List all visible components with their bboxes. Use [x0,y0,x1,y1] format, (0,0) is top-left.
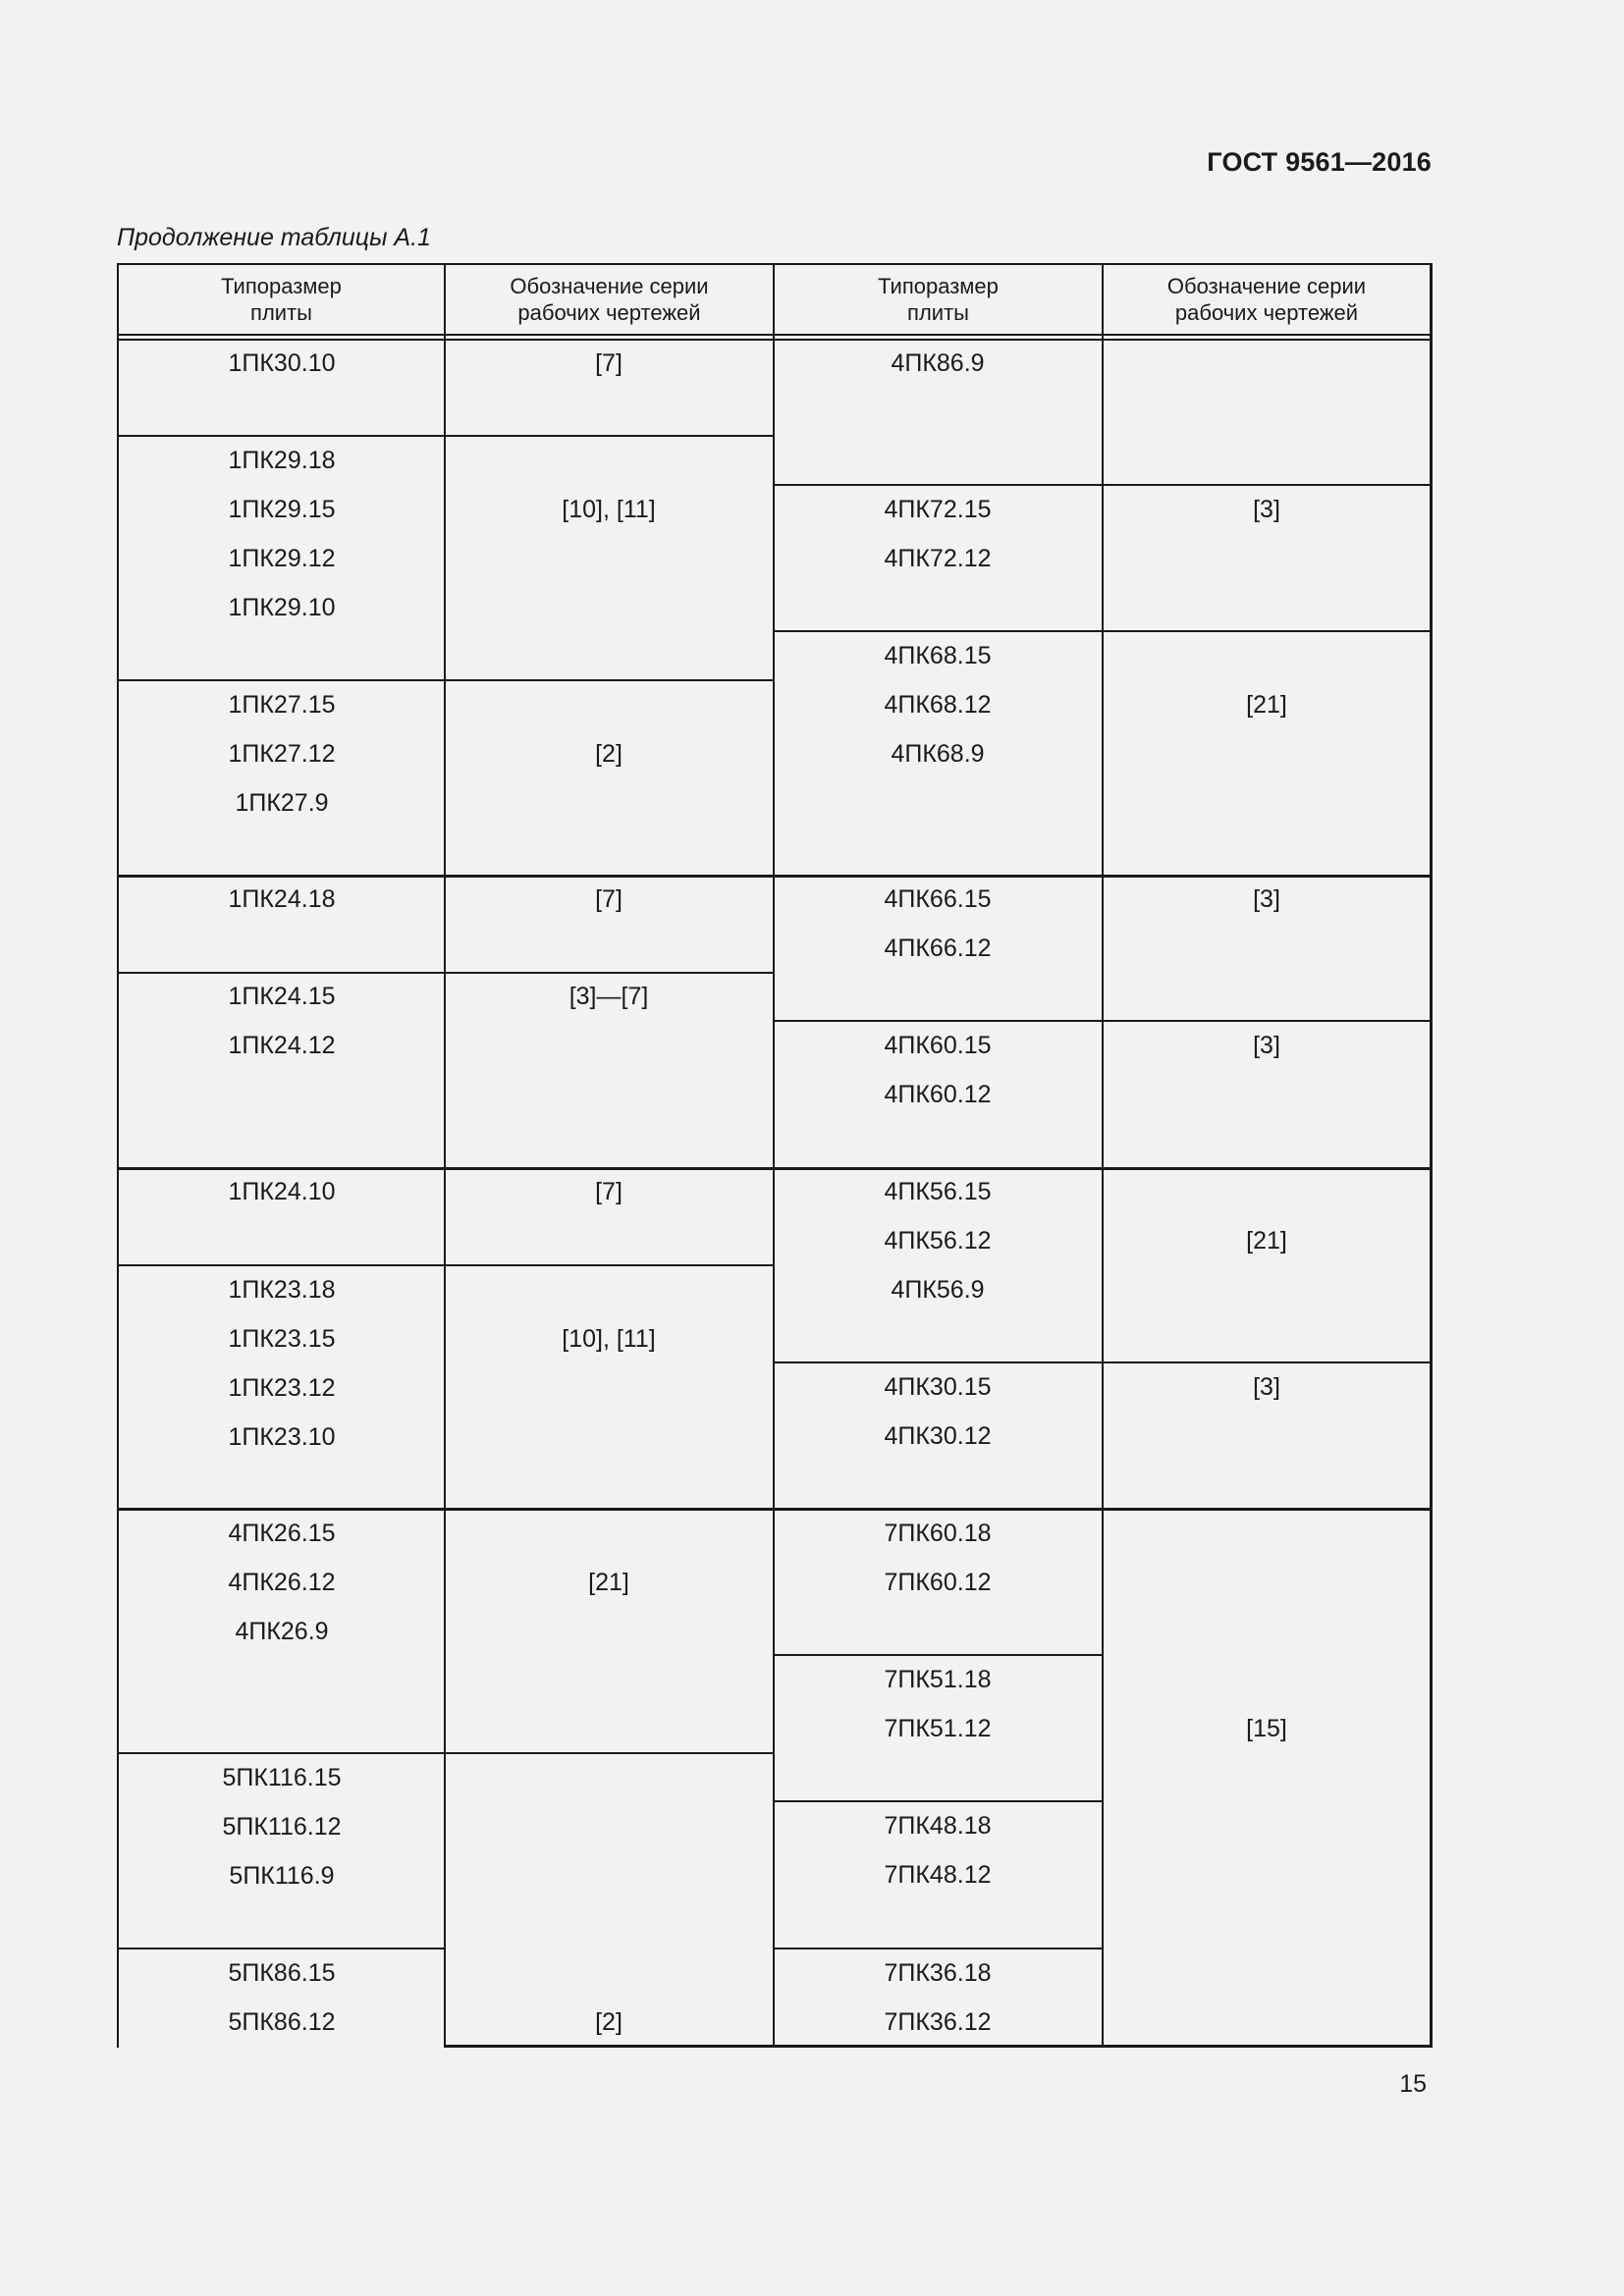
series-ref: [7] [595,1178,623,1205]
series-ref: [2] [595,740,623,768]
series-cell [1103,1704,1431,1753]
plate-size-cell [774,1362,1102,1461]
plate-size: 1ПК23.18 [228,1276,336,1304]
header-size [119,265,444,334]
plate-size: 1ПК23.10 [228,1423,336,1451]
plate-size-cell [118,1753,446,1900]
plate-size: 1ПК24.15 [228,983,336,1010]
plate-size: 4ПК26.9 [235,1618,329,1645]
plate-size: 4ПК56.12 [884,1227,992,1255]
header-line: Типоразмер [221,274,342,298]
plate-size: 1ПК29.12 [228,545,336,572]
plate-size-cell [774,1655,1102,1753]
series-ref: [3] [1253,1373,1280,1401]
page-number: 15 [1399,2070,1427,2098]
series-cell [445,485,773,534]
plate-size: 7ПК60.12 [884,1569,992,1596]
plate-size: 1ПК30.10 [228,349,336,377]
header-line: рабочих чертежей [1174,300,1359,325]
plate-size: 1ПК27.12 [228,740,336,768]
series-cell [445,729,773,778]
series-ref: [21] [588,1569,629,1596]
series-cell [445,1167,773,1216]
plate-size: 4ПК60.15 [884,1032,992,1059]
plate-size: 4ПК68.12 [884,691,992,719]
series-cell [445,972,773,1021]
series-ref: [7] [595,885,623,913]
header-line: плиты [907,300,969,325]
header-series [1104,265,1430,334]
series-cell [445,1998,773,2047]
series-ref: [21] [1246,1227,1287,1255]
plate-size-cell [118,972,446,1070]
plate-size: 4ПК72.12 [884,545,992,572]
plate-size: 7ПК48.18 [884,1812,992,1840]
header-line: плиты [250,300,312,325]
plate-size-cell [774,875,1102,973]
plate-size-cell [774,1949,1102,2047]
plate-size: 4ПК66.12 [884,934,992,962]
header-series [446,265,773,334]
series-ref: [10], [11] [562,496,656,523]
plate-size: 1ПК27.9 [235,789,329,817]
series-cell [445,875,773,924]
plate-size: 4ПК86.9 [891,349,985,377]
plate-size-cell [774,1801,1102,1899]
plate-size: 5ПК116.12 [222,1813,342,1841]
header-line: Обозначение серии [510,274,709,298]
plate-size: 1ПК29.15 [228,496,336,523]
series-ref: [3] [1253,496,1280,523]
plate-size-cell [118,1509,446,1656]
series-ref: [3]—[7] [568,983,649,1010]
series-cell [445,1314,773,1363]
table-caption: Продолжение таблицы А.1 [117,224,431,251]
plate-size: 4ПК56.15 [884,1178,992,1205]
plate-size: 5ПК86.12 [228,2008,336,2036]
header-bottom-line [117,334,1433,336]
series-cell [1103,680,1431,729]
plate-size: 4ПК66.15 [884,885,992,913]
series-cell [1103,485,1431,534]
header-line: рабочих чертежей [517,300,701,325]
plate-size: 4ПК68.9 [891,740,985,768]
plate-size: 4ПК56.9 [891,1276,985,1304]
plate-size: 7ПК51.18 [884,1666,992,1693]
plate-size: 4ПК30.15 [884,1373,992,1401]
plate-size: 7ПК51.12 [884,1715,992,1742]
plate-size: 5ПК116.15 [222,1764,342,1791]
series-cell [445,1558,773,1607]
series-ref: [7] [595,349,623,377]
plate-size: 1ПК24.10 [228,1178,336,1205]
plate-size: 7ПК60.18 [884,1520,992,1547]
plate-size: 1ПК23.12 [228,1374,336,1402]
plate-size-cell [118,436,446,632]
plate-size: 7ПК36.12 [884,2008,992,2036]
series-ref: [2] [595,2008,623,2036]
plate-size-cell [774,485,1102,583]
header-line: Обозначение серии [1166,274,1367,298]
series-ref: [10], [11] [562,1325,656,1353]
plate-size: 5ПК86.15 [228,1959,336,1987]
series-ref: [15] [1246,1715,1287,1742]
header-line: Типоразмер [878,274,999,298]
plate-size: 7ПК36.18 [884,1959,992,1987]
series-cell [1103,1021,1431,1070]
series-ref: [21] [1246,691,1287,719]
plate-size: 1ПК24.12 [228,1032,336,1059]
plate-size: 5ПК116.9 [229,1862,335,1890]
plate-size: 1ПК29.18 [228,447,336,474]
series-ref: [3] [1253,1032,1280,1059]
plate-size-cell [118,875,446,924]
plate-size: 4ПК60.12 [884,1081,992,1108]
plate-size-cell [774,631,1102,778]
series-ref: [3] [1253,885,1280,913]
plate-size-cell [774,1167,1102,1314]
plate-size: 4ПК26.15 [228,1520,336,1547]
series-cell [445,339,773,388]
plate-size: 4ПК68.15 [884,642,992,669]
document-code: ГОСТ 9561—2016 [1207,147,1432,177]
plate-size: 4ПК30.12 [884,1422,992,1450]
series-cell [1103,875,1431,924]
plate-size-cell [774,1021,1102,1119]
plate-size: 1ПК27.15 [228,691,336,719]
plate-size-cell [118,1167,446,1216]
plate-size: 1ПК24.18 [228,885,336,913]
plate-size: 4ПК72.15 [884,496,992,523]
plate-size-cell [118,339,446,388]
plate-size-cell [118,1949,446,2047]
header-size [775,265,1102,334]
plate-size: 1ПК23.15 [228,1325,336,1353]
plate-size-cell [774,339,1102,388]
series-cell [1103,1362,1431,1412]
plate-size: 7ПК48.12 [884,1861,992,1889]
plate-size: 4ПК26.12 [228,1569,336,1596]
series-cell [1103,1216,1431,1265]
plate-size-cell [118,1265,446,1462]
plate-size-cell [774,1509,1102,1607]
plate-size: 1ПК29.10 [228,594,336,621]
plate-size-cell [118,680,446,828]
